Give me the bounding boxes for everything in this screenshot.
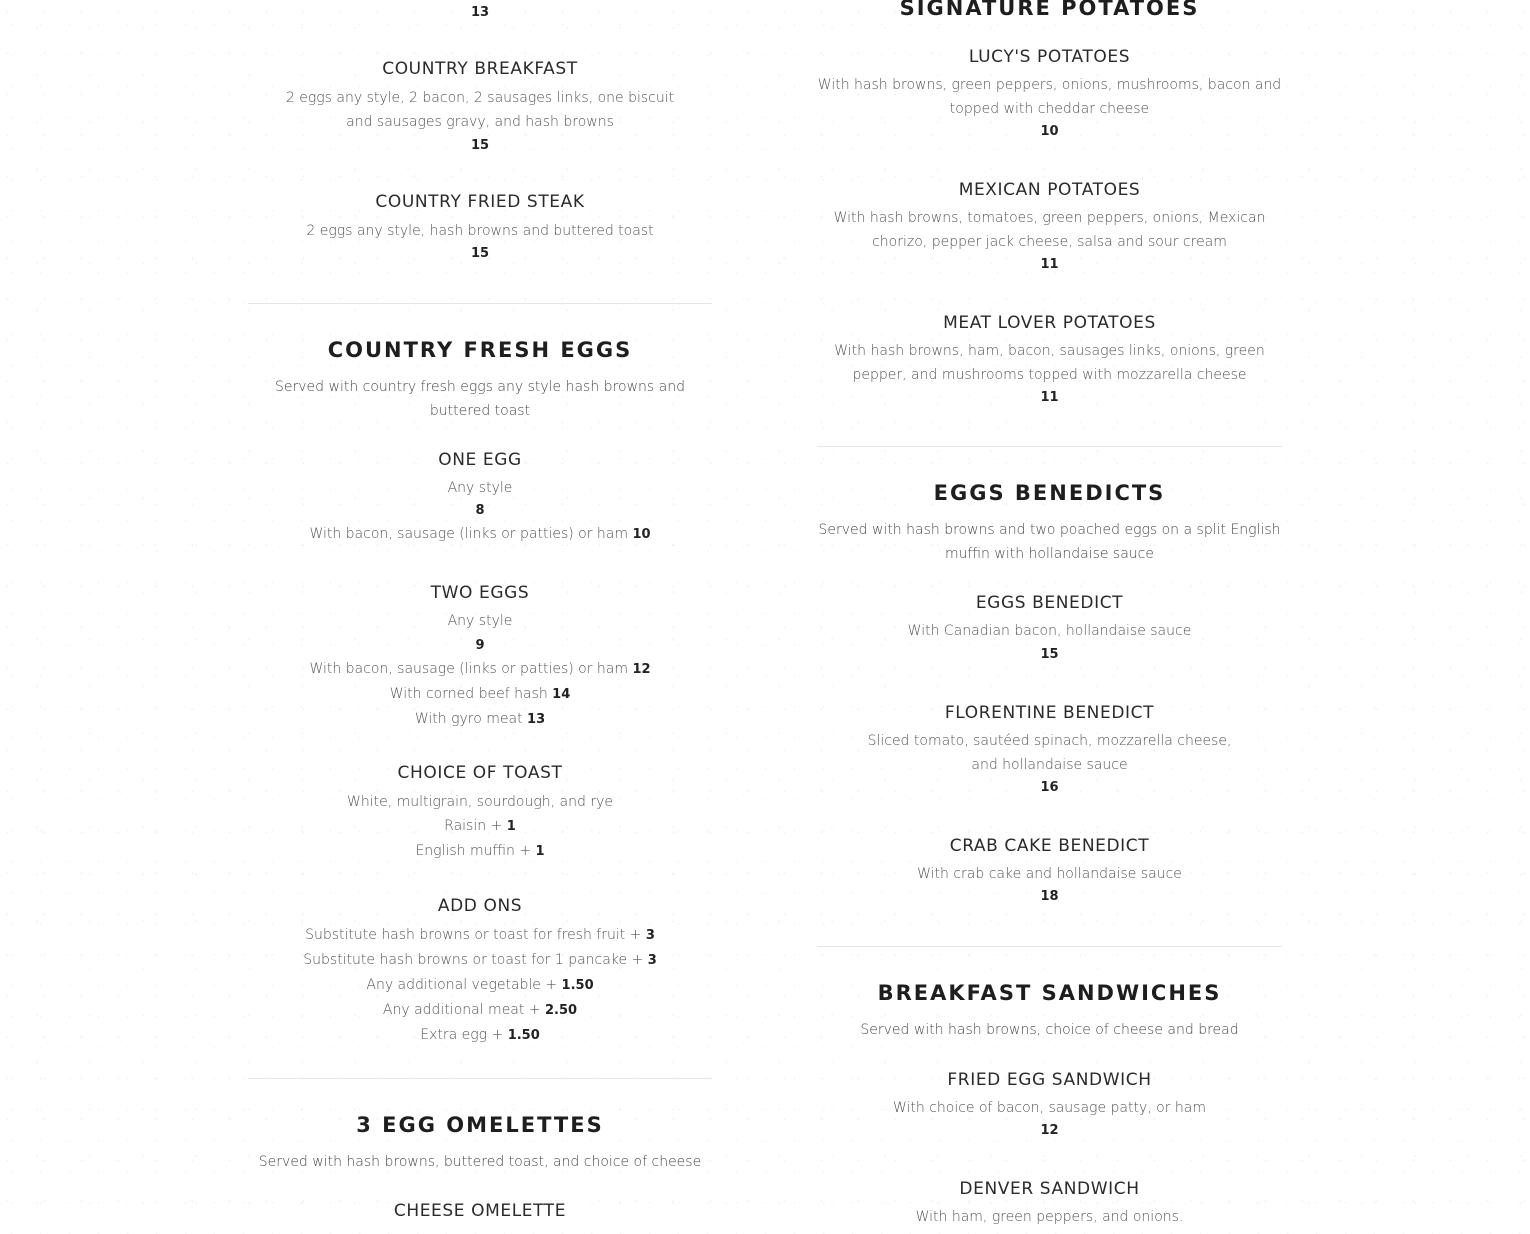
menu-item-country-fried-steak xyxy=(248,191,712,265)
item-price: 12 xyxy=(1040,1123,1059,1138)
item-name: EGGS BENEDICT xyxy=(975,593,1124,613)
item-name: ADD ONS xyxy=(437,896,523,916)
section-description: Served with hash browns and two poached eggs on a split English muffin with hollandaise sauce xyxy=(818,522,1281,562)
item-option-line xyxy=(248,998,712,1023)
section-title-eggs-benedicts: EGGS BENEDICTS xyxy=(933,481,1166,505)
option-text: Any additional meat + xyxy=(382,1002,541,1018)
item-description: With ham, green peppers, and onions. xyxy=(915,1209,1184,1225)
section-divider xyxy=(817,446,1282,447)
option-price: 14 xyxy=(552,687,571,702)
previous-item-price: 13 xyxy=(470,5,490,20)
section-title-country-fresh-eggs: COUNTRY FRESH EGGS xyxy=(327,338,633,362)
menu-item-meat-lover-potatoes xyxy=(817,312,1282,409)
item-option-line xyxy=(248,948,712,973)
item-price: 15 xyxy=(1040,647,1059,662)
option-text: With corned beef hash xyxy=(389,686,548,702)
item-description: With hash browns, green peppers, onions, mushrooms, bacon and topped with cheddar cheese xyxy=(817,77,1282,117)
item-name: ONE EGG xyxy=(438,450,522,470)
section-title-breakfast-sandwiches: BREAKFAST SANDWICHES xyxy=(877,981,1222,1005)
item-description: With hash browns, ham, bacon, sausages links, onions, green pepper, and mushrooms topped with mozzarella cheese xyxy=(834,343,1265,383)
item-option-line xyxy=(248,973,712,998)
option-text: Substitute hash browns or toast for 1 pancake + xyxy=(303,952,644,968)
item-price: 9 xyxy=(475,638,485,653)
item-name: CRAB CAKE BENEDICT xyxy=(949,836,1150,856)
item-name: FRIED EGG SANDWICH xyxy=(947,1070,1152,1090)
option-text: With gyro meat xyxy=(414,711,523,727)
option-price: 1 xyxy=(506,819,516,834)
item-name: MEXICAN POTATOES xyxy=(958,180,1141,200)
item-description: White, multigrain, sourdough, and rye xyxy=(347,794,613,810)
menu-item-cheese-omelette: CHEESE OMELETTE xyxy=(393,1201,567,1221)
option-price: 3 xyxy=(647,953,657,968)
option-text: With bacon, sausage (links or patties) or ham xyxy=(309,526,629,542)
item-description: With crab cake and hollandaise sauce xyxy=(917,866,1182,882)
option-text: Extra egg + xyxy=(420,1027,504,1043)
item-description: With Canadian bacon, hollandaise sauce xyxy=(907,623,1192,639)
item-name: MEAT LOVER POTATOES xyxy=(943,313,1156,333)
item-price: 15 xyxy=(470,246,490,261)
option-price: 2.50 xyxy=(545,1003,578,1018)
option-price: 13 xyxy=(527,712,546,727)
item-option-line xyxy=(248,522,712,547)
option-text: Raisin + xyxy=(444,818,503,834)
section-description: Served with hash browns, choice of cheese and bread xyxy=(860,1022,1239,1038)
item-option-line xyxy=(248,1023,712,1048)
item-option-line xyxy=(248,682,712,707)
item-price: 11 xyxy=(1040,257,1059,272)
section-description: Served with hash browns, buttered toast, and choice of cheese xyxy=(258,1154,702,1170)
item-option-line xyxy=(248,707,712,732)
menu-item-two-eggs xyxy=(248,582,712,732)
menu-item-choice-of-toast xyxy=(248,762,712,864)
option-price: 12 xyxy=(632,662,651,677)
item-price: 8 xyxy=(475,503,485,518)
item-description: 2 eggs any style, 2 bacon, 2 sausages links, one biscuit and sausages gravy, and hash browns xyxy=(285,90,675,130)
option-price: 1.50 xyxy=(561,978,594,993)
item-description: With choice of bacon, sausage patty, or ham xyxy=(892,1100,1207,1116)
item-option-line xyxy=(248,839,712,864)
menu-item-lucys-potatoes xyxy=(817,46,1282,143)
menu-item-denver-sandwich xyxy=(817,1178,1282,1229)
section-title-signature-potatoes: SIGNATURE POTATOES xyxy=(899,0,1200,20)
section-divider xyxy=(248,303,712,304)
section-title-3-egg-omelettes: 3 EGG OMELETTES xyxy=(356,1113,604,1137)
item-price: 18 xyxy=(1040,889,1059,904)
item-description: Any style xyxy=(447,613,513,629)
option-price: 3 xyxy=(645,928,655,943)
option-price: 1 xyxy=(535,844,545,859)
menu-item-one-egg xyxy=(248,449,712,547)
item-price: 16 xyxy=(1040,780,1059,795)
item-option-line xyxy=(248,814,712,839)
item-name: COUNTRY BREAKFAST xyxy=(382,59,578,79)
item-option-line xyxy=(248,923,712,948)
menu-item-mexican-potatoes xyxy=(817,179,1282,276)
menu-item-country-breakfast xyxy=(248,58,712,157)
menu-item-crab-cake-benedict xyxy=(817,835,1282,908)
item-name: COUNTRY FRIED STEAK xyxy=(375,192,585,212)
item-price: 11 xyxy=(1040,390,1059,405)
option-text: Substitute hash browns or toast for fresh fruit + xyxy=(305,927,642,943)
item-name: FLORENTINE BENEDICT xyxy=(944,703,1155,723)
item-description: 2 eggs any style, hash browns and buttered toast xyxy=(306,223,654,239)
item-option-line xyxy=(248,657,712,682)
item-name: TWO EGGS xyxy=(430,583,530,603)
menu-item-eggs-benedict xyxy=(817,592,1282,666)
item-price: 10 xyxy=(1040,124,1059,139)
option-price: 10 xyxy=(632,527,651,542)
menu-item-florentine-benedict xyxy=(817,702,1282,799)
option-price: 1.50 xyxy=(507,1028,540,1043)
item-name: LUCY'S POTATOES xyxy=(968,47,1131,67)
option-text: English muffin + xyxy=(415,843,532,859)
item-name: DENVER SANDWICH xyxy=(959,1179,1140,1199)
item-price: 15 xyxy=(470,138,490,153)
section-divider xyxy=(817,946,1282,947)
item-description: With hash browns, tomatoes, green peppers, onions, Mexican chorizo, pepper jack cheese, salsa and sour cream xyxy=(833,210,1266,250)
section-divider xyxy=(248,1078,712,1079)
item-description: Sliced tomato, sautéed spinach, mozzarella cheese, and hollandaise sauce xyxy=(867,733,1232,773)
item-description: Any style xyxy=(447,480,513,496)
section-description: Served with country fresh eggs any style hash browns and buttered toast xyxy=(275,379,685,419)
menu-item-add-ons xyxy=(248,895,712,1048)
option-text: Any additional vegetable + xyxy=(366,977,558,993)
option-text: With bacon, sausage (links or patties) or ham xyxy=(309,661,629,677)
item-name: CHOICE OF TOAST xyxy=(397,763,563,783)
menu-item-fried-egg-sandwich xyxy=(817,1069,1282,1142)
